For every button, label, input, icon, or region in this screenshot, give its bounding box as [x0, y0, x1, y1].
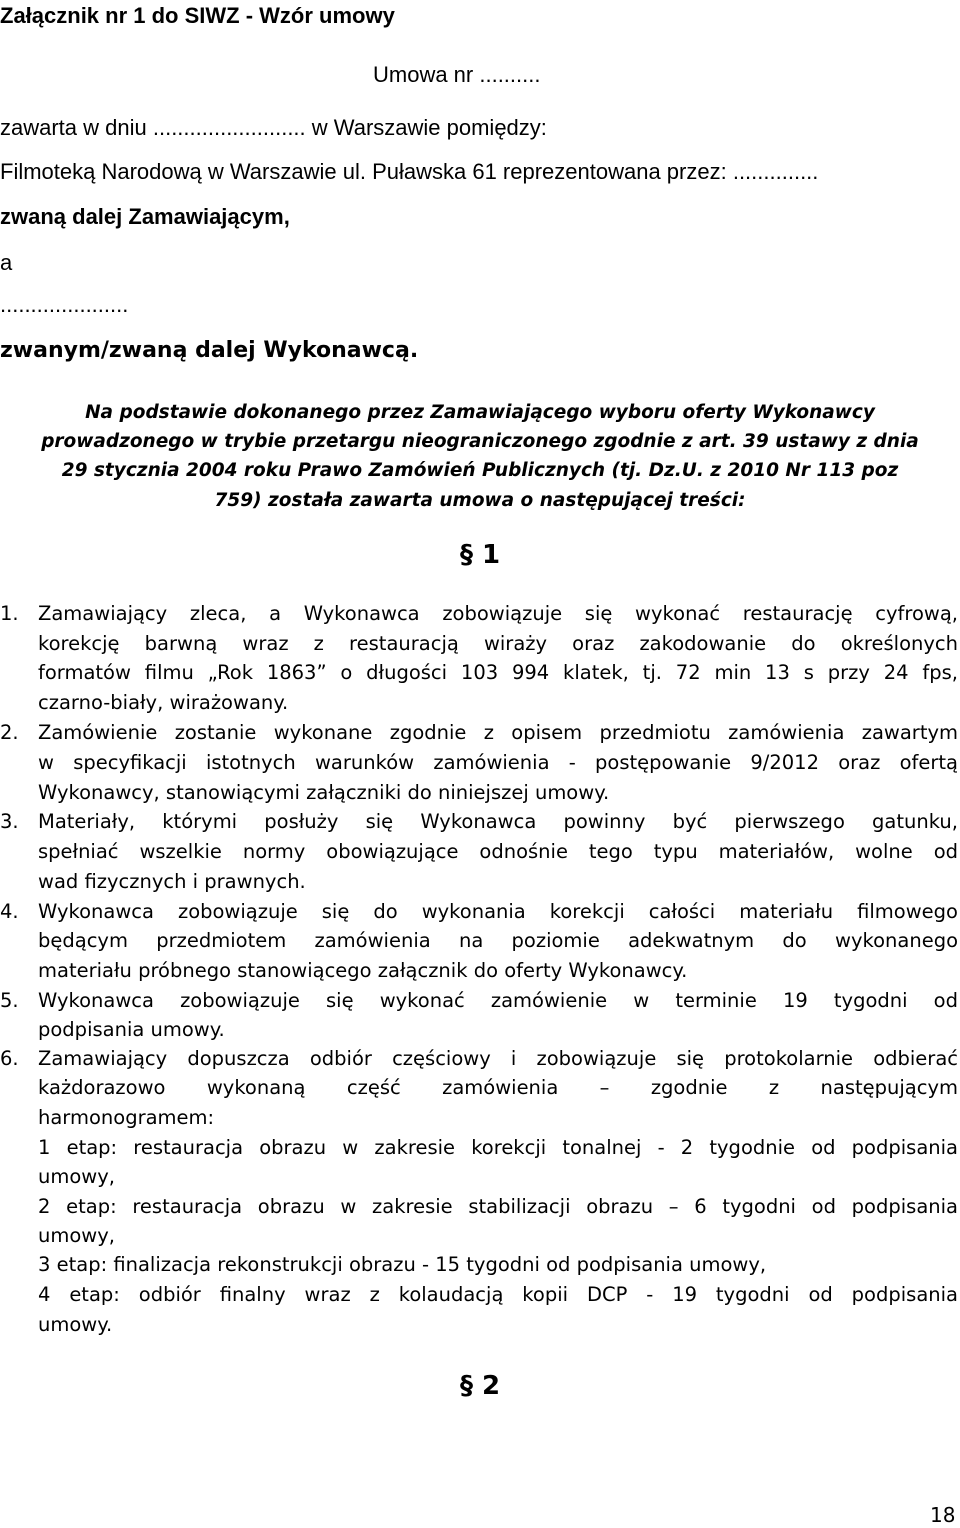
item-number: 6.: [0, 1047, 19, 1070]
item-number: 5.: [0, 989, 19, 1012]
item-line: Materiały, którymi posłuży się Wykonawca powinny być pierwszego gatunku,: [38, 810, 958, 833]
intro-line: 29 stycznia 2004 roku Prawo Zamówień Publicznych (tj. Dz.U. z 2010 Nr 113 poz: [61, 460, 899, 481]
item-line: spełniać wszelkie normy obowiązujące odnośnie tego typu materiałów, wolne od: [38, 840, 958, 863]
item-line: formatów filmu „Rok 1863” o długości 103 994 klatek, tj. 72 min 13 s przy 24 fps,: [38, 661, 958, 684]
intro-line: 759) została zawarta umowa o następującej treści:: [214, 490, 746, 511]
schedule-line: 1 etap: restauracja obrazu w zakresie korekcji tonalnej - 2 tygodnie od podpisania: [38, 1136, 958, 1159]
item-line: materiału próbnego stanowiącego załącznik do oferty Wykonawcy.: [38, 959, 688, 982]
schedule-line: 2 etap: restauracja obrazu w zakresie stabilizacji obrazu – 6 tygodni od podpisania: [38, 1195, 958, 1218]
schedule-line: 3 etap: finalizacja rekonstrukcji obrazu - 15 tygodni od podpisania umowy,: [38, 1253, 767, 1276]
party-two-blank: .....................: [0, 292, 129, 317]
concluded-on-line: zawarta w dniu ......................... w Warszawie pomiędzy:: [0, 115, 547, 140]
item-line: harmonogramem:: [38, 1106, 215, 1129]
schedule-line: umowy,: [38, 1224, 115, 1247]
intro-line: Na podstawie dokonanego przez Zamawiającego wyboru oferty Wykonawcy: [85, 402, 875, 423]
item-line: wad fizycznych i prawnych.: [38, 870, 306, 893]
item-line: Wykonawcy, stanowiącymi załączniki do niniejszej umowy.: [38, 781, 610, 804]
party-two-role: zwanym/zwaną dalej Wykonawcą.: [0, 338, 419, 363]
item-line: Zamawiający zleca, a Wykonawca zobowiązuje się wykonać restaurację cyfrową,: [38, 602, 958, 625]
item-number: 3.: [0, 810, 19, 833]
item-line: korekcję barwną wraz z restauracją wirażу oraz zakodowanie do określonych: [38, 632, 958, 655]
conjunction: a: [0, 250, 13, 275]
item-line: Zamówienie zostanie wykonane zgodnie z opisem przedmiotu zamówienia zawartym: [38, 721, 958, 744]
item-line: czarno-biały, wirażowany.: [38, 691, 289, 714]
item-number: 1.: [0, 602, 19, 625]
item-line: Wykonawca zobowiązuje się wykonać zamówienie w terminie 19 tygodni od: [38, 989, 958, 1012]
item-line: Zamawiający dopuszcza odbiór częściowy i zobowiązuje się protokolarnie odbierać: [38, 1047, 958, 1070]
intro-line: prowadzonego w trybie przetargu nieograniczonego zgodnie z art. 39 ustawy z dnia: [41, 431, 919, 452]
item-line: podpisania umowy.: [38, 1018, 225, 1041]
party-one-role: zwaną dalej Zamawiającym,: [0, 204, 290, 229]
item-line: Wykonawca zobowiązuje się do wykonania korekcji całości materiału filmowego: [38, 900, 958, 923]
section-2-heading: § 2: [460, 1371, 501, 1401]
item-number: 2.: [0, 721, 19, 744]
item-line: będącym przedmiotem zamówienia na poziomie adekwatnym do wykonanego: [38, 929, 958, 952]
schedule-line: umowy,: [38, 1165, 115, 1188]
schedule-line: umowy.: [38, 1313, 113, 1336]
party-one-line: Filmoteką Narodową w Warszawie ul. Puławska 61 reprezentowana przez: ..............: [0, 159, 819, 184]
item-line: w specyfikacji istotnych warunków zamówienia - postępowanie 9/2012 oraz ofertą: [38, 751, 958, 774]
item-number: 4.: [0, 900, 19, 923]
item-line: każdorazowo wykonaną część zamówienia – zgodnie z następującym: [38, 1076, 958, 1099]
schedule-line: 4 etap: odbiór finalny wraz z kolaudacją kopii DCP - 19 tygodni od podpisania: [38, 1283, 958, 1306]
page-number: 18: [930, 1503, 956, 1527]
contract-number: Umowa nr ..........: [373, 62, 541, 87]
section-1-heading: § 1: [460, 540, 501, 570]
document-title: Załącznik nr 1 do SIWZ - Wzór umowy: [0, 3, 395, 28]
